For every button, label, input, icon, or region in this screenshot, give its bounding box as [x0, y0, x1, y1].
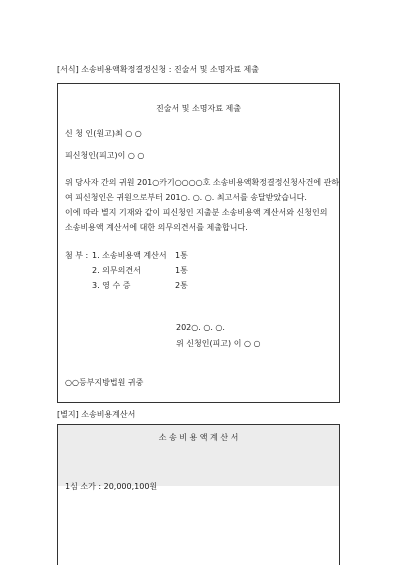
- signer-line: 위 신청인(피고) 이 ○ ○: [176, 339, 261, 348]
- document-date: 202○. ○. ○.: [176, 323, 225, 332]
- attachment-name: 2. 의무의견서: [92, 266, 141, 275]
- body-line: 여 피신청인은 귀원으로부터 201○. ○. ○. 최고서를 송달받았습니다.: [65, 193, 307, 202]
- attachment-name: 1. 소송비용액 계산서: [92, 251, 167, 260]
- cost-statement-header: [58, 425, 339, 486]
- form-title: [서식] 소송비용액확정결정신청 : 진술서 및 소명자료 제출: [57, 65, 259, 74]
- cost-statement-title: 소 송 비 용 액 계 산 서: [158, 433, 239, 442]
- attachment-name: 3. 영 수 증: [92, 281, 131, 290]
- attachments-label: 첨 부 :: [65, 251, 89, 260]
- applicant-line: 신 청 인(원고)최 ○ ○: [65, 129, 142, 138]
- respondent-line: 피신청인(피고)이 ○ ○: [65, 151, 145, 160]
- body-line: 위 당사자 간의 귀원 201○카기○○○○호 소송비용액확정결정신청사건에 관하: [65, 178, 340, 187]
- claim-value-line: 1심 소가 : 20,000,100원: [65, 482, 158, 491]
- court-addressee: ○○등부지방법원 귀중: [65, 378, 144, 387]
- attachment-count: 1통: [175, 266, 188, 275]
- body-line: 소송비용액 계산서에 대한 의무의견서를 제출합니다.: [65, 223, 248, 232]
- attachment-count: 1통: [175, 251, 188, 260]
- statement-document: [57, 83, 340, 403]
- body-line: 이에 따라 별지 기재와 같이 피신청인 지출분 소송비용액 계산서와 신청인의: [65, 208, 328, 217]
- cost-statement-document: [57, 424, 340, 565]
- document-heading: 진술서 및 소명자료 제출: [156, 104, 241, 113]
- attachment-count: 2통: [175, 281, 188, 290]
- appendix-label: [별지] 소송비용계산서: [57, 410, 136, 419]
